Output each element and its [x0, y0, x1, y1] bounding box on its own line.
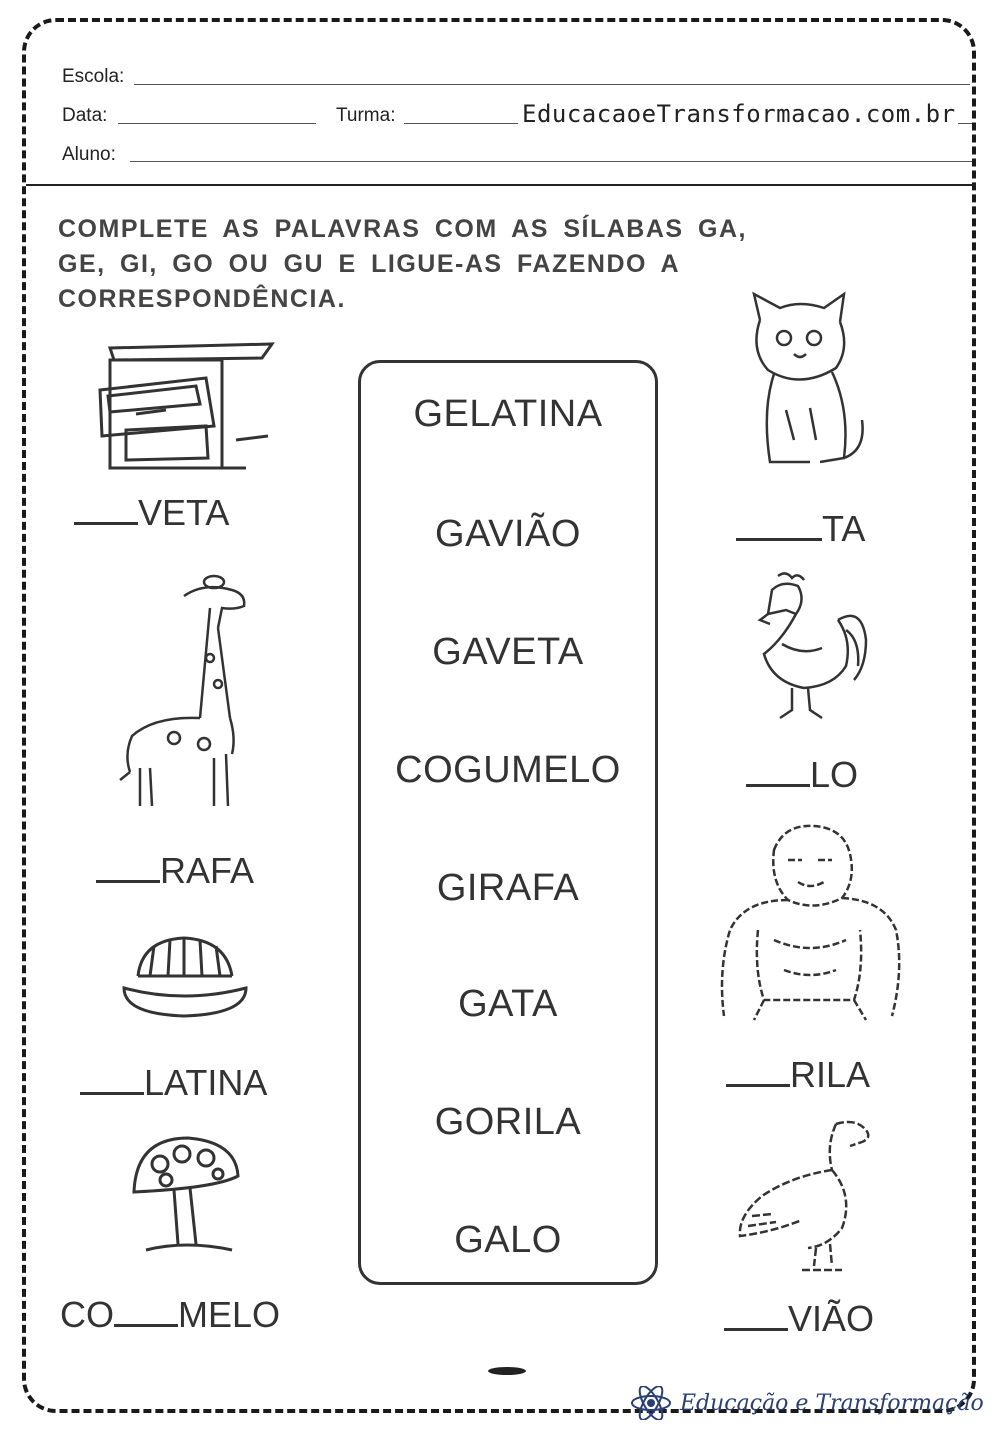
gelatin-icon: [120, 924, 250, 1024]
rooster-icon: [742, 570, 872, 722]
student-label: Aluno:: [62, 144, 116, 165]
gorilla-icon: [714, 820, 906, 1026]
instructions: COMPLETE AS PALAVRAS COM AS SÍLABAS GA, GE, GI, GO OU GU E LIGUE-AS FAZENDO A CORRESPONDÊNCIA.: [58, 215, 747, 313]
class-field-end: [958, 123, 972, 124]
footer-logo: [630, 1386, 984, 1420]
fill-word-ta[interactable]: TA: [736, 508, 865, 550]
class-field[interactable]: [404, 123, 518, 124]
word-bank-item[interactable]: GAVETA: [432, 631, 584, 673]
date-field[interactable]: [118, 123, 316, 124]
drawer-icon: [96, 330, 276, 480]
footer-logo-text: Educação e Transformação: [680, 1390, 984, 1416]
atom-logo-icon: [630, 1386, 672, 1420]
word-bank-item[interactable]: GAVIÃO: [435, 513, 581, 555]
ink-mark: [488, 1367, 526, 1375]
word-bank-item[interactable]: GORILA: [434, 1101, 582, 1143]
website-text: EducacaoeTransformacao.com.br: [522, 100, 956, 128]
fill-word-veta[interactable]: VETA: [74, 492, 229, 534]
word-bank-item[interactable]: GELATINA: [413, 393, 603, 435]
fill-word-latina[interactable]: LATINA: [80, 1062, 267, 1104]
class-label: Turma:: [336, 105, 396, 126]
cat-icon: [740, 290, 870, 480]
fill-word-viao[interactable]: VIÃO: [724, 1298, 874, 1340]
word-bank: [358, 360, 658, 1285]
school-field[interactable]: [134, 84, 970, 85]
fill-word-cogumelo[interactable]: CO MELO: [60, 1294, 281, 1335]
word-bank-item[interactable]: COGUMELO: [395, 749, 621, 791]
student-field[interactable]: [130, 161, 972, 162]
fill-word-rila[interactable]: RILA: [726, 1054, 870, 1096]
mushroom-icon: [126, 1134, 242, 1258]
word-bank-item[interactable]: GATA: [458, 983, 558, 1025]
word-bank-item[interactable]: GALO: [454, 1219, 562, 1261]
date-label: Data:: [62, 105, 108, 126]
fill-word-lo[interactable]: LO: [746, 754, 858, 796]
word-bank-item[interactable]: GIRAFA: [436, 867, 580, 909]
school-label: Escola:: [62, 66, 125, 87]
fill-word-rafa[interactable]: RAFA: [96, 850, 254, 892]
header-separator: [26, 184, 976, 186]
hawk-icon: [732, 1116, 882, 1276]
giraffe-icon: [114, 568, 264, 814]
